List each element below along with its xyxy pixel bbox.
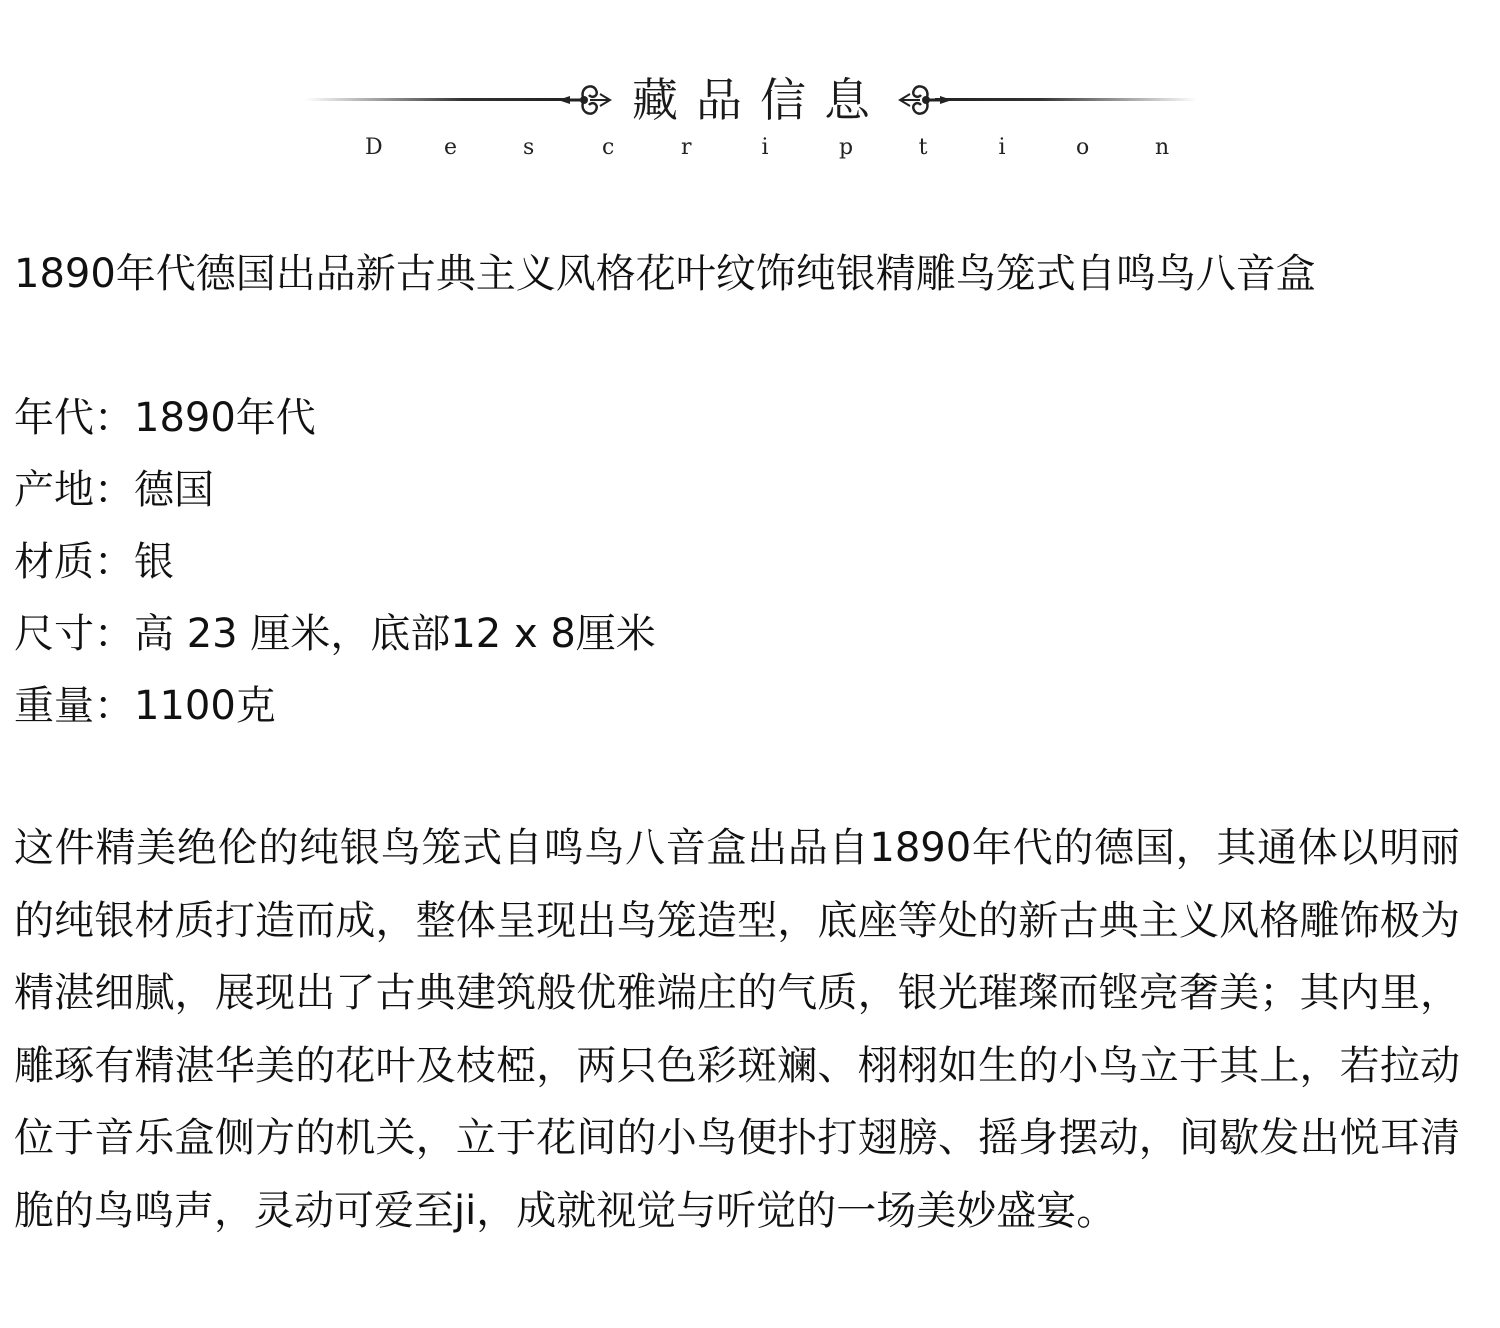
subtitle-letter: i bbox=[761, 135, 769, 160]
info-row-origin bbox=[14, 454, 1464, 526]
subtitle-letter: o bbox=[1076, 135, 1090, 160]
subtitle-letter: D bbox=[365, 135, 383, 160]
subtitle-letter: t bbox=[918, 135, 928, 160]
section-subtitle bbox=[365, 133, 1170, 163]
info-label: 材质： bbox=[14, 539, 134, 585]
header-divider-left bbox=[305, 98, 567, 101]
info-value: 德国 bbox=[134, 467, 214, 513]
info-row-weight bbox=[14, 670, 1464, 742]
section-header bbox=[0, 0, 1500, 180]
info-row-era bbox=[14, 382, 1464, 454]
info-value: 1100克 bbox=[134, 683, 276, 729]
info-label: 产地： bbox=[14, 467, 134, 513]
header-divider-right bbox=[935, 98, 1197, 101]
product-title: 1890年代德国出品新古典主义风格花叶纹饰纯银精雕鸟笼式自鸣鸟八音盒 bbox=[14, 251, 1316, 297]
info-row-material bbox=[14, 526, 1464, 598]
subtitle-letter: r bbox=[681, 135, 692, 160]
subtitle-letter: s bbox=[523, 135, 535, 160]
subtitle-letter: e bbox=[444, 135, 458, 160]
flourish-ornament-left-icon bbox=[556, 74, 612, 126]
info-value: 高 23 厘米，底部12 x 8厘米 bbox=[134, 611, 656, 657]
info-label: 重量： bbox=[14, 683, 134, 729]
subtitle-letter: c bbox=[602, 135, 615, 160]
info-label: 年代： bbox=[14, 395, 134, 441]
subtitle-letter: p bbox=[839, 135, 854, 160]
info-label: 尺寸： bbox=[14, 611, 134, 657]
product-description: 这件精美绝伦的纯银鸟笼式自鸣鸟八音盒出品自1890年代的德国，其通体以明丽的纯银材质打造而成，整体呈现出鸟笼造型，底座等处的新古典主义风格雕饰极为精湛细腻，展现出了古典建筑般优雅端庄的气质，银光璀璨而铿亮奢美；其内里，雕琢有精湛华美的花叶及枝椏，两只色彩斑斓、栩栩如生的小鸟立于其上，若拉动位于音乐盒侧方的机关，立于花间的小鸟便扑打翅膀、摇身摆动，间歇发出悦耳清脆的鸟鸣声，灵动可爱至ji，成就视觉与听觉的一场美妙盛宴。 bbox=[14, 825, 1460, 1234]
info-value: 银 bbox=[134, 539, 174, 585]
info-row-dimensions bbox=[14, 598, 1464, 670]
subtitle-letter: i bbox=[998, 135, 1006, 160]
subtitle-letter: n bbox=[1155, 135, 1170, 160]
section-title: 藏品信息 bbox=[632, 73, 888, 127]
product-info-list bbox=[14, 382, 1464, 742]
info-value: 1890年代 bbox=[134, 395, 316, 441]
